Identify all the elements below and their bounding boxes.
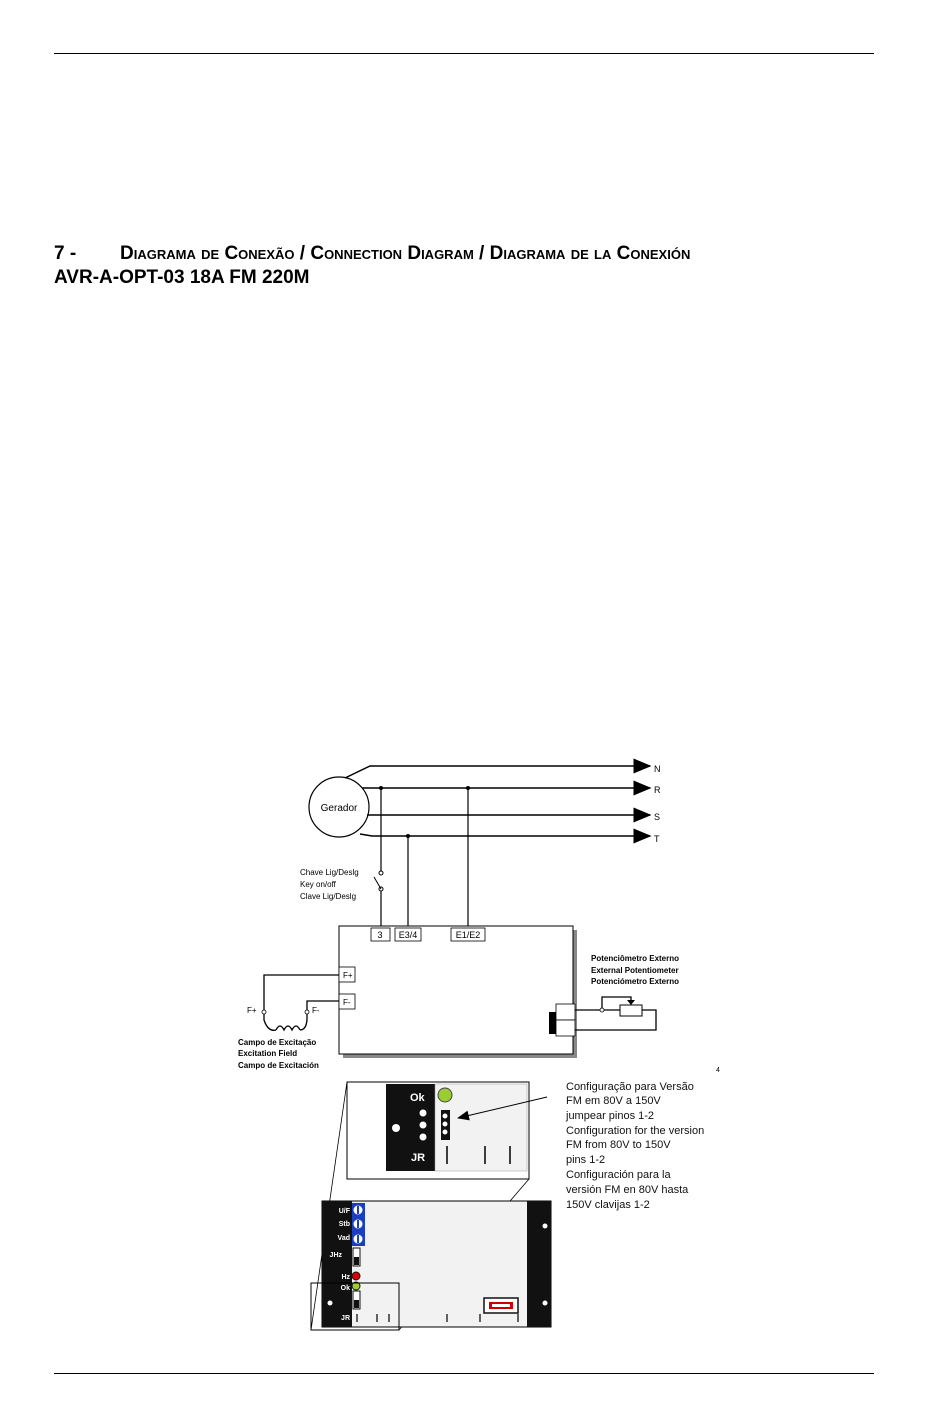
svg-text:FM from 80V to 150V: FM from 80V to 150V xyxy=(566,1139,671,1151)
potentiometer-symbol xyxy=(620,1005,642,1016)
config-note xyxy=(565,1081,704,1211)
pot-label xyxy=(591,954,679,986)
svg-text:FM em 80V a 150V: FM em 80V a 150V xyxy=(566,1095,661,1107)
zoom-ok-led xyxy=(438,1088,452,1102)
field-fplus-label: F+ xyxy=(247,1006,257,1015)
svg-text:Ok: Ok xyxy=(340,1285,350,1292)
svg-text:Clave Lig/Deslg: Clave Lig/Deslg xyxy=(300,892,357,901)
svg-text:Campo de Excitação: Campo de Excitação xyxy=(238,1038,317,1047)
terminal-fplus: F+ xyxy=(343,971,353,980)
key-switch xyxy=(374,871,383,891)
board-hz-led xyxy=(352,1272,360,1280)
field-wiring xyxy=(264,975,339,1030)
zoom-jr-label: JR xyxy=(411,1152,426,1164)
svg-text:Hz: Hz xyxy=(341,1274,350,1281)
svg-text:External Potentiometer: External Potentiometer xyxy=(591,966,679,975)
terminal-3: 3 xyxy=(377,930,383,940)
section-title: Diagrama de Conexão / Connection Diagram / Diagrama de la Conexión xyxy=(120,243,691,264)
bottom-rule xyxy=(54,1373,874,1374)
svg-text:Configuración para la: Configuración para la xyxy=(566,1169,671,1181)
svg-text:U/F: U/F xyxy=(338,1208,350,1215)
phase-t: T xyxy=(654,834,660,844)
phase-labels xyxy=(654,764,661,844)
zoom-trimmers xyxy=(419,1109,427,1141)
switch-label xyxy=(300,868,359,901)
svg-text:Potenciómetro Externo: Potenciómetro Externo xyxy=(591,977,680,986)
svg-text:jumpear pinos 1-2: jumpear pinos 1-2 xyxy=(566,1110,655,1122)
terminal-e34: E3/4 xyxy=(398,930,418,940)
svg-text:Chave Lig/Deslg: Chave Lig/Deslg xyxy=(300,868,359,877)
board-trimmers xyxy=(352,1203,365,1246)
field-label xyxy=(238,1038,319,1070)
board-left-black xyxy=(322,1201,352,1327)
svg-text:Excitation Field: Excitation Field xyxy=(238,1049,298,1058)
svg-text:pins 1-2: pins 1-2 xyxy=(566,1154,606,1166)
svg-text:Stb: Stb xyxy=(338,1221,350,1228)
svg-text:Key on/off: Key on/off xyxy=(300,880,336,889)
zoom-ok-label: Ok xyxy=(410,1092,425,1104)
svg-text:Vad: Vad xyxy=(337,1235,350,1242)
svg-text:Potenciômetro Externo: Potenciômetro Externo xyxy=(591,954,680,963)
svg-text:JHz: JHz xyxy=(329,1252,342,1259)
phase-r: R xyxy=(654,785,661,795)
svg-text:versión FM en 80V hasta: versión FM en 80V hasta xyxy=(566,1184,689,1196)
svg-text:Configuration for the version: Configuration for the version xyxy=(566,1125,705,1137)
phase-s: S xyxy=(654,812,661,822)
svg-text:JR: JR xyxy=(341,1315,350,1322)
section-number: 7 - xyxy=(54,243,77,264)
svg-text:150V clavijas 1-2: 150V clavijas 1-2 xyxy=(566,1199,650,1211)
phase-lines xyxy=(345,766,650,836)
svg-text:Campo de Excitación: Campo de Excitación xyxy=(238,1061,319,1070)
svg-text:Configuração para Versão: Configuração para Versão xyxy=(566,1081,694,1093)
phase-n: N xyxy=(654,764,661,774)
terminal-fminus: F- xyxy=(343,998,351,1007)
controller-box xyxy=(339,926,573,1054)
model-name: AVR-A-OPT-03 18A FM 220M xyxy=(54,267,310,288)
generator-label: Gerador xyxy=(320,803,358,814)
feed-wires xyxy=(381,788,468,928)
terminal-e12: E1/E2 xyxy=(455,930,481,940)
pot-wiring xyxy=(575,997,656,1030)
junction-dots xyxy=(379,786,470,838)
small-number: 4 xyxy=(716,1067,720,1074)
field-fminus-label: F- xyxy=(312,1006,320,1015)
board-right-black xyxy=(527,1201,551,1327)
board-fuse xyxy=(484,1298,518,1313)
